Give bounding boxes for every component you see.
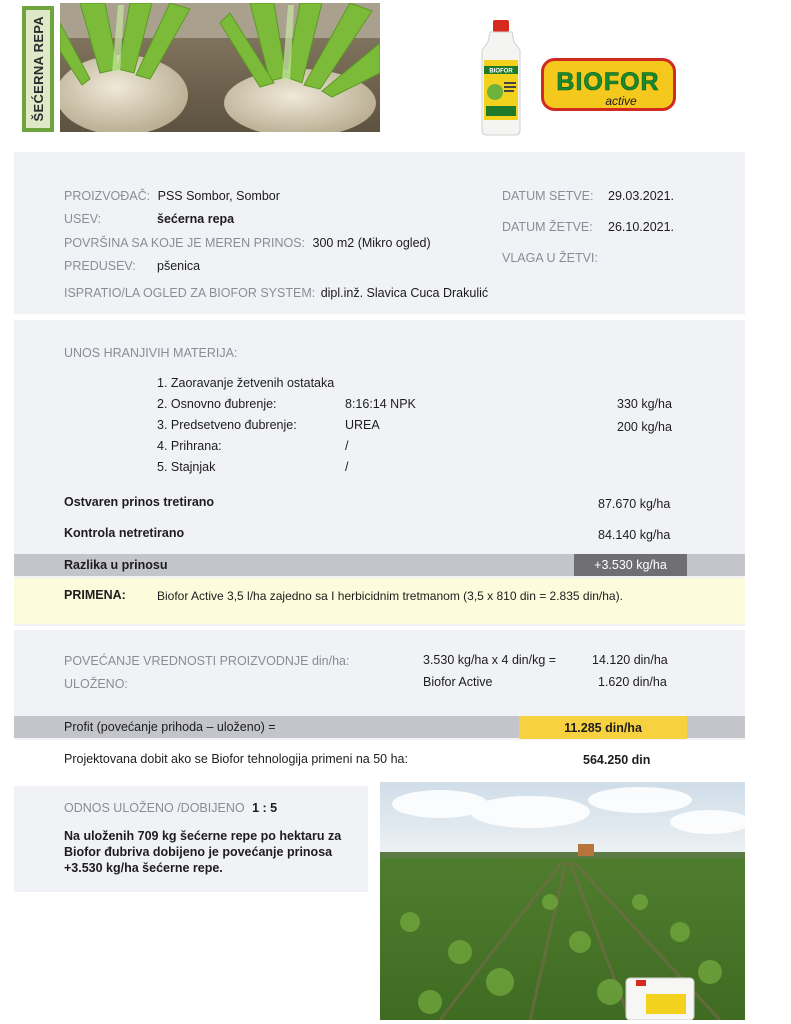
yield-difference-value: +3.530 kg/ha bbox=[574, 554, 687, 576]
harvest-date-value: 26.10.2021. bbox=[608, 220, 675, 234]
ratio-row bbox=[64, 801, 277, 815]
nutrient-item-1-name: 1. Zaoravanje žetvenih ostataka bbox=[157, 376, 335, 390]
preceding-label: PREDUSEV: bbox=[64, 259, 136, 273]
control-yield-label: Kontrola netretirano bbox=[64, 526, 185, 540]
ratio-text-line-3: +3.530 kg/ha šećerne repe. bbox=[64, 861, 223, 875]
manufacturer-value: PSS Sombor, Sombor bbox=[157, 189, 280, 203]
preceding-value: pšenica bbox=[157, 259, 201, 273]
invested-product: Biofor Active bbox=[423, 675, 493, 689]
sowing-date-label: DATUM SETVE: bbox=[502, 189, 594, 203]
crop-side-tab bbox=[22, 6, 54, 132]
projected-profit-value: 564.250 din bbox=[583, 753, 651, 767]
biofor-active-logo bbox=[541, 58, 676, 114]
harvest-moisture-label: VLAGA U ŽETVI: bbox=[502, 251, 598, 265]
application-label: PRIMENA: bbox=[64, 588, 126, 602]
value-increase-amount: 14.120 din/ha bbox=[592, 653, 668, 667]
value-increase-calc: 3.530 kg/ha x 4 din/kg = bbox=[423, 653, 557, 667]
area-label: POVRŠINA SA KOJE JE MEREN PRINOS: bbox=[64, 236, 306, 250]
nutrient-item-3-amount: 200 kg/ha bbox=[617, 420, 672, 434]
area-value: 300 m2 (Mikro ogled) bbox=[312, 236, 431, 250]
nutrient-item-4-product: / bbox=[345, 439, 349, 453]
manufacturer-row bbox=[64, 189, 280, 203]
invested-label: ULOŽENO: bbox=[64, 677, 128, 691]
control-yield-value: 84.140 kg/ha bbox=[598, 528, 671, 542]
inspector-value: dipl.inž. Slavica Cuca Drakulić bbox=[320, 286, 489, 300]
projected-profit-label: Projektovana dobit ako se Biofor tehnologija primeni na 50 ha: bbox=[64, 752, 408, 766]
svg-text:BIOFOR: BIOFOR bbox=[489, 68, 513, 75]
crop-value: šećerna repa bbox=[157, 212, 235, 226]
treated-yield-label: Ostvaren prinos tretirano bbox=[64, 495, 215, 509]
ratio-text-line-1: Na uloženih 709 kg šećerne repe po hektaru za bbox=[64, 829, 342, 843]
preceding-row bbox=[64, 259, 136, 273]
yield-difference-label: Razlika u prinosu bbox=[64, 558, 168, 572]
inspector-row bbox=[64, 286, 488, 300]
crop-label: USEV: bbox=[64, 212, 102, 226]
ratio-value: 1 : 5 bbox=[252, 801, 278, 815]
crop-side-label: ŠEĆERNA REPA bbox=[30, 16, 46, 122]
value-increase-label: POVEĆANJE VREDNOSTI PROIZVODNJE din/ha: bbox=[64, 654, 350, 668]
biofor-bottle-image bbox=[478, 20, 524, 136]
profit-value: 11.285 din/ha bbox=[519, 716, 687, 739]
svg-text:active: active bbox=[605, 94, 637, 108]
nutrient-item-2-amount: 330 kg/ha bbox=[617, 397, 672, 411]
nutrient-item-2-product: 8:16:14 NPK bbox=[345, 397, 416, 411]
ratio-label: ODNOS ULOŽENO /DOBIJENO bbox=[64, 801, 245, 815]
treated-yield-value: 87.670 kg/ha bbox=[598, 497, 671, 511]
nutrient-item-4-name: 4. Prihrana: bbox=[157, 439, 222, 453]
ratio-text-line-2: Biofor đubriva dobijeno je povećanje prinosa bbox=[64, 845, 333, 859]
nutrient-item-5-name: 5. Stajnjak bbox=[157, 460, 216, 474]
nutrient-item-5-product: / bbox=[345, 460, 349, 474]
invested-amount: 1.620 din/ha bbox=[598, 675, 667, 689]
harvest-date-label: DATUM ŽETVE: bbox=[502, 220, 593, 234]
application-text: Biofor Active 3,5 l/ha zajedno sa I herbicidnim tretmanom (3,5 x 810 din = 2.835 din/ha). bbox=[157, 589, 623, 603]
sowing-date-value: 29.03.2021. bbox=[608, 189, 675, 203]
crop-row bbox=[64, 212, 101, 226]
manufacturer-label: PROIZVOĐAČ: bbox=[64, 189, 151, 203]
area-row bbox=[64, 236, 431, 250]
nutrients-title: UNOS HRANJIVIH MATERIJA: bbox=[64, 346, 238, 360]
nutrient-item-3-name: 3. Predsetveno đubrenje: bbox=[157, 418, 297, 432]
inspector-label: ISPRATIO/LA OGLED ZA BIOFOR SYSTEM: bbox=[64, 286, 316, 300]
sugar-beet-field-photo bbox=[380, 782, 745, 1020]
svg-text:BIOFOR: BIOFOR bbox=[556, 68, 660, 96]
nutrient-item-2-name: 2. Osnovno đubrenje: bbox=[157, 397, 277, 411]
nutrient-item-3-product: UREA bbox=[345, 418, 380, 432]
sugar-beet-roots-photo bbox=[60, 3, 380, 132]
profit-label: Profit (povećanje prihoda – uloženo) = bbox=[64, 720, 276, 734]
